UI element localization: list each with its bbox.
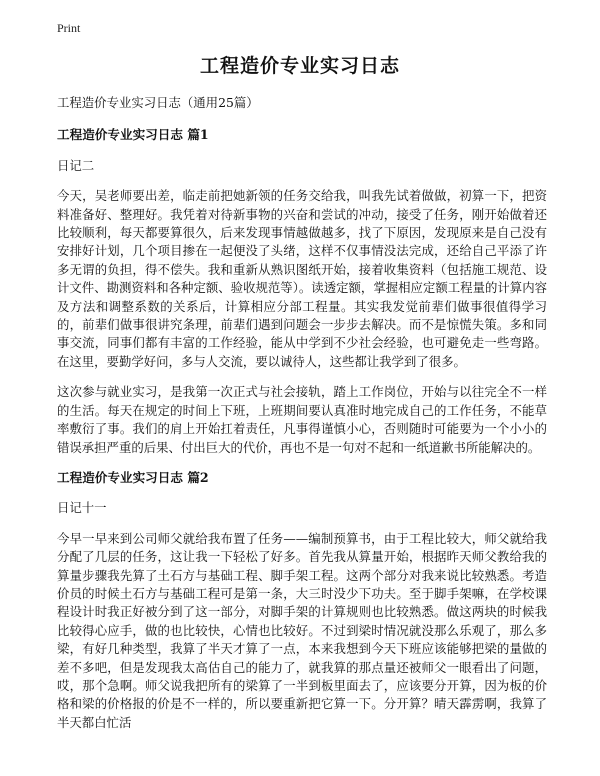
- section-2: [57, 469, 547, 732]
- section-heading: 工程造价专业实习日志 篇2: [57, 469, 209, 485]
- document-title: 工程造价专业实习日志: [199, 55, 400, 77]
- paragraph: 今天，吴老师要出差，临走前把她新领的任务交给我，叫我先试着做做，初算一下，把资料准备好、整理好。我凭着对待新事物的兴奋和尝试的冲动，接受了任务，刚开始做着还比较顺利，每天都要算很久，后来发现事情越做越多，找了下原因，发现原来是自己没有安排好计划，几个项目掺在一起便没了头绪，这样不仅事情没法完成，还给自己平添了许多无谓的负担，得不偿失。我和重新从熟识图纸开始，接着收集资料（包括施工规范、设计文件、勘测资料和各种定额、验收规范等）。读透定额，掌握相应定额工程量的计算内容及方法和调整系数的关系后，计算相应分部工程量。其实我发觉前辈们做事很值得学习的，前辈们做事很讲究条理，前辈们遇到问题会一步步去解决。而不是惊慌失策。多和同事交流，同事们都有丰富的工作经验，能从中学到不少社会经验，也可避免走一些弯路。在这里，要勤学好问，多与人交流，要以诚待人，这些都让我学到了很多。: [57, 188, 547, 369]
- diary-label: 日记二: [57, 157, 95, 173]
- document-body: [57, 94, 547, 744]
- section-heading: 工程造价专业实习日志 篇1: [57, 127, 209, 143]
- diary-label: 日记十一: [57, 500, 107, 516]
- document-subtitle: 工程造价专业实习日志（通用25篇）: [57, 95, 259, 110]
- print-label[interactable]: Print: [57, 21, 81, 35]
- paragraph: 这次参与就业实习，是我第一次正式与社会接轨，踏上工作岗位，开始与以往完全不一样的生活。每天在规定的时间上下班，上班期间要认真准时地完成自己的工作任务，不能草率敷衍了事。我们的肩上开始扛着责任，凡事得谨慎小心，否则随时可能要为一个小小的错误承担严重的后果、付出巨大的代价，再也不是一句对不起和一纸道歉书所能解决的。: [57, 384, 547, 455]
- paragraph: 今早一早来到公司师父就给我布置了任务——编制预算书，由于工程比较大，师父就给我分配了几层的任务，这让我一下轻松了好多。首先我从算量开始，根据昨天师父教给我的算量步骤我先算了土石方与基础工程、脚手架工程。这两个部分对我来说比较熟悉。考造价员的时候土石方与基础工程可是第一条，大三时没少下功夫。至于脚手架嘛，在学校课程设计时我正好被分到了这一部分，对脚手架的计算规则也比较熟悉。做这两块的时候我比较得心应手，做的也比较快，心情也比较好。不过到梁时情况就没那么乐观了，那么多梁，有好几种类型，我算了半天才算了一点，本来我想到今天下班应该能够把梁的量做的差不多吧，但是发现我太高估自己的能力了，就我算的那点量还被师父一眼看出了问题，哎，那个急啊。师父说我把所有的梁算了一半到板里面去了，应该要分开算，因为板的价格和梁的价格报的价是不一样的，所以要重新把它算一下。分开算？晴天霹雳啊，我算了半天都白忙活: [57, 530, 547, 730]
- section-1: [57, 126, 547, 457]
